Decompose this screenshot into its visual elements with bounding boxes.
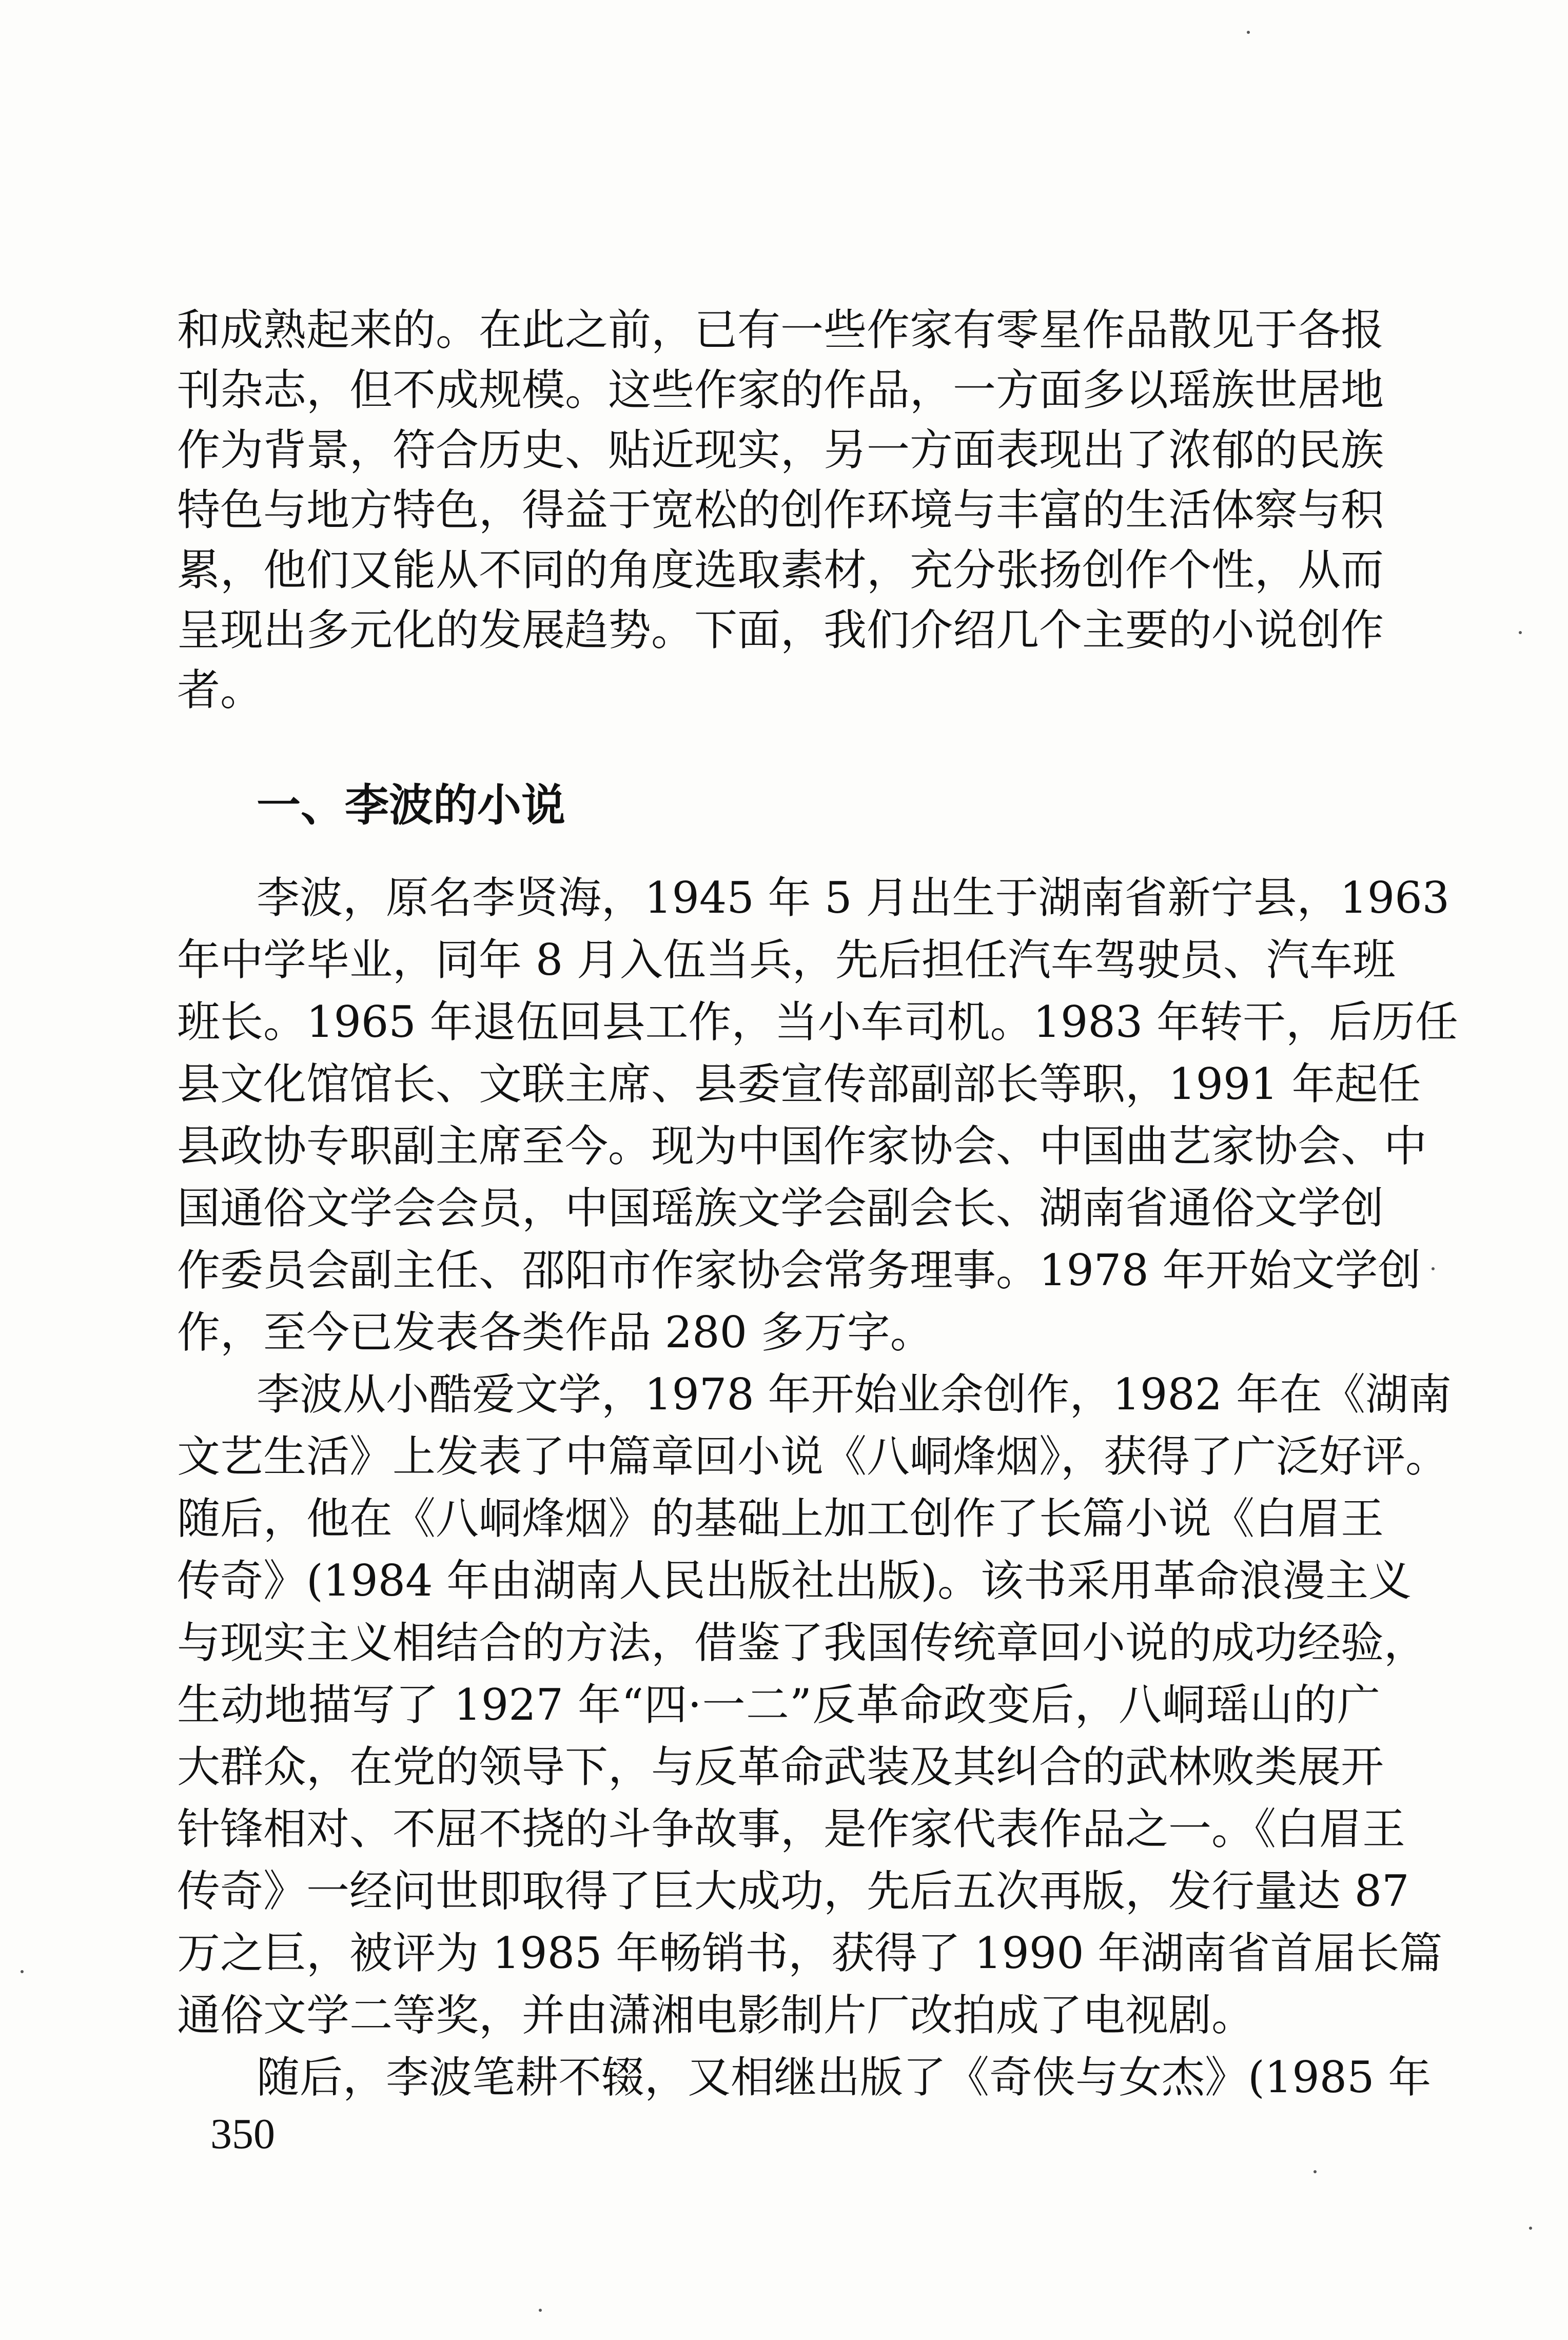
text-line: 国通俗文学会会员，中国瑶族文学会副会长、湖南省通俗文学创 <box>177 1183 1384 1233</box>
text-line: 传奇》一经问世即取得了巨大成功，先后五次再版，发行量达 87 <box>177 1866 1409 1916</box>
text-line: 累，他们又能从不同的角度选取素材，充分张扬创作个性，从而 <box>177 545 1384 595</box>
text-line: 针锋相对、不屈不挠的斗争故事，是作家代表作品之一。《白眉王 <box>177 1804 1406 1854</box>
scan-speck <box>1519 631 1522 634</box>
text-line: 传奇》(1984 年由湖南人民出版社出版)。该书采用革命浪漫主义 <box>177 1556 1412 1606</box>
text-line: 呈现出多元化的发展趋势。下面，我们介绍几个主要的小说创作 <box>177 605 1384 655</box>
text-line: 者。 <box>177 665 264 715</box>
text-line: 特色与地方特色，得益于宽松的创作环境与丰富的生活体察与积 <box>177 485 1384 535</box>
text-line: 年中学毕业，同年 8 月入伍当兵，先后担任汽车驾驶员、汽车班 <box>177 935 1396 985</box>
text-line: 作委员会副主任、邵阳市作家协会常务理事。1978 年开始文学创 <box>177 1245 1421 1295</box>
text-line: 李波，原名李贤海，1945 年 5 月出生于湖南省新宁县，1963 <box>257 873 1450 923</box>
text-line: 生动地描写了 1927 年“四·一二”反革命政变后，八峒瑶山的广 <box>177 1680 1380 1730</box>
text-line: 与现实主义相结合的方法，借鉴了我国传统章回小说的成功经验， <box>177 1618 1427 1668</box>
text-line: 万之巨，被评为 1985 年畅销书，获得了 1990 年湖南省首届长篇 <box>177 1928 1443 1978</box>
scan-speck <box>1247 31 1250 34</box>
scan-speck <box>1529 2227 1532 2230</box>
text-line: 班长。1965 年退伍回县工作，当小车司机。1983 年转干，后历任 <box>177 997 1458 1047</box>
text-line: 作，至今已发表各类作品 280 多万字。 <box>177 1307 933 1358</box>
text-line: 随后，他在《八峒烽烟》的基础上加工创作了长篇小说《白眉王 <box>177 1493 1384 1544</box>
text-line: 通俗文学二等奖，并由潇湘电影制片厂改拍成了电视剧。 <box>177 1990 1255 2040</box>
text-line: 县文化馆馆长、文联主席、县委宣传部副部长等职，1991 年起任 <box>177 1059 1421 1109</box>
text-line: 文艺生活》上发表了中篇章回小说《八峒烽烟》，获得了广泛好评。 <box>177 1431 1449 1482</box>
text-line: 作为背景，符合历史、贴近现实，另一方面表现出了浓郁的民族 <box>177 425 1384 475</box>
page-number: 350 <box>210 2110 275 2158</box>
scan-speck <box>1314 2170 1317 2173</box>
scan-speck <box>21 1970 24 1973</box>
text-line: 和成熟起来的。在此之前，已有一些作家有零星作品散见于各报 <box>177 305 1384 355</box>
text-line: 李波从小酷爱文学，1978 年开始业余创作，1982 年在《湖南 <box>257 1369 1452 1420</box>
scan-speck <box>539 2309 542 2312</box>
scan-speck <box>1432 1267 1435 1270</box>
text-line: 刊杂志，但不成规模。这些作家的作品，一方面多以瑶族世居地 <box>177 365 1384 415</box>
text-line: 大群众，在党的领导下，与反革命武装及其纠合的武林败类展开 <box>177 1742 1384 1792</box>
text-line: 随后，李波笔耕不辍，又相继出版了《奇侠与女杰》(1985 年 <box>257 2052 1432 2102</box>
section-heading: 一、李波的小说 <box>257 780 565 831</box>
text-line: 县政协专职副主席至今。现为中国作家协会、中国曲艺家协会、中 <box>177 1121 1427 1171</box>
